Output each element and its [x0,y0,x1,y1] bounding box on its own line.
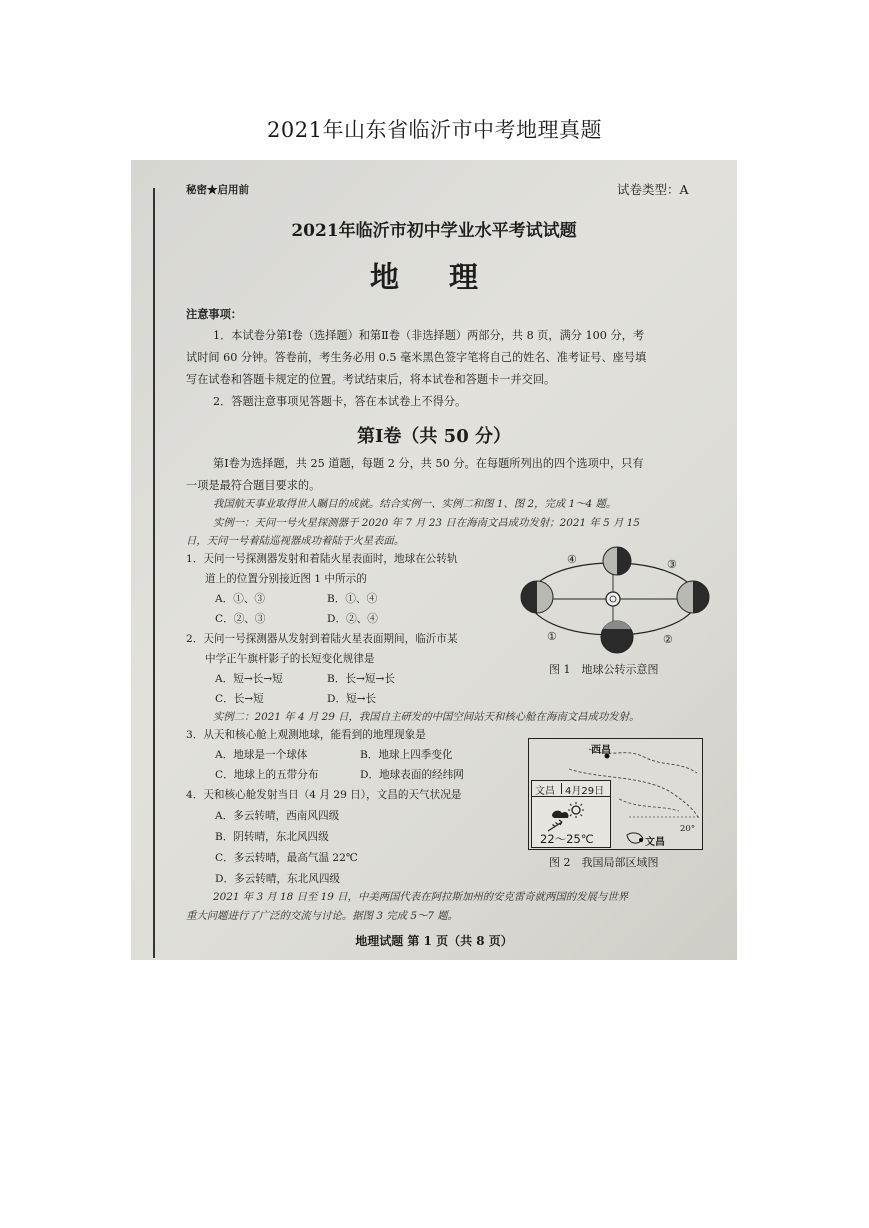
notes-line: 试时间 60 分钟。答卷前，考生务必用 0.5 毫米黑色签字笔将自己的姓名、准考证号、座号填 [186,351,647,364]
example1-line: 日，天问一号着陆巡视器成功着陆于火星表面。 [186,535,405,547]
q4-option: C．多云转晴，最高气温 22℃ [215,852,358,864]
part1-title: 第Ⅰ卷（共 50 分） [356,426,511,447]
figure1-caption: 图 1 地球公转示意图 [549,663,659,676]
earth-top [603,547,631,575]
paper-type: 试卷类型：A [617,182,689,197]
q2-option: C．长→短 [215,693,264,705]
weather-box-date: 4月29日 [565,786,605,797]
notes-heading: 注意事项： [186,307,242,321]
part1-intro: 第Ⅰ卷为选择题，共 25 道题，每题 2 分，共 50 分。在每题所列出的四个选项中，只有 [213,457,644,470]
subject-title: 地 理 [369,260,499,294]
q1-option: B．①、④ [327,593,378,605]
q4-option: B．阴转晴，东北风四级 [215,831,329,843]
exam-title: 2021年临沂市初中学业水平考试试题 [291,221,577,241]
notes-line: 1．本试卷分第Ⅰ卷（选择题）和第Ⅱ卷（非选择题）两部分，共 8 页，满分 100 分，考 [213,329,645,342]
q3-option: B．地球上四季变化 [360,749,453,761]
map-latitude-label: 20° [680,824,696,834]
q1-option: C．②、③ [215,613,266,625]
example2: 实例二：2021 年 4 月 29 日，我国自主研发的中国空间站天和核心舱在海南文昌成功发射。 [213,711,640,723]
q2-option: D．短→长 [327,693,377,705]
q3-stem: 3．从天和核心舱上观测地球，能看到的地理现象是 [186,729,426,741]
weather-box [531,780,611,848]
earth-right [677,581,709,613]
q2-stem: 中学正午旗杆影子的长短变化规律是 [205,653,375,665]
q3-option: A．地球是一个球体 [215,749,308,761]
part1-intro: 一项是最符合题目要求的。 [186,479,321,492]
example3-line: 重大问题进行了广泛的交流与讨论。据图 3 完成 5～7 题。 [186,910,459,922]
earth-orbit-diagram [517,545,713,675]
example3-line: 2021 年 3 月 18 日至 19 日，中美两国代表在阿拉斯加州的安克雷奇就两国的发展与世界 [213,891,629,903]
orbit-marker-4: ④ [567,553,577,566]
q1-stem: 道上的位置分别接近图 1 中所示的 [205,573,367,585]
orbit-marker-3: ③ [667,558,677,571]
map-city-xichang: 西昌 [591,745,611,756]
q4-stem: 4．天和核心舱发射当日（4 月 29 日），文昌的天气状况是 [186,789,462,801]
q2-stem: 2．天问一号探测器从发射到着陆火星表面期间，临沂市某 [186,633,458,645]
weather-temperature: 22～25℃ [540,832,594,846]
q4-option: D．多云转晴，东北风四级 [215,873,341,885]
orbit-marker-1: ① [547,630,557,643]
map-city-wenchang: 文昌 [645,833,665,848]
exam-paper-photo [131,160,737,960]
binding-line [153,188,155,958]
page-title: 2021年山东省临沂市中考地理真题 [267,118,602,142]
orbit-marker-2: ② [663,633,673,646]
page-footer: 地理试题 第 1 页（共 8 页） [355,934,513,948]
figure2-caption: 图 2 我国局部区域图 [549,856,659,869]
earth-bottom [601,621,633,653]
weather-box-divider [561,783,562,794]
q2-option: A．短→长→短 [215,673,283,685]
q4-option: A．多云转晴，西南风四级 [215,810,340,822]
example1-line: 实例一：天问一号火星探测器于 2020 年 7 月 23 日在海南文昌成功发射；2021 年 5 月 15 [213,517,640,529]
material-intro: 我国航天事业取得世人瞩目的成就。结合实例一、实例二和图 1、图 2，完成 1～4 题。 [213,498,617,510]
weather-box-city: 文昌 [535,786,555,797]
sun-symbol [606,592,620,606]
weather-box-header [532,781,610,797]
q1-option: D．②、④ [327,613,378,625]
q1-stem: 1．天问一号探测器发射和着陆火星表面时，地球在公转轨 [186,553,458,565]
secret-mark: 秘密★启用前 [186,184,249,196]
q3-option: C．地球上的五带分布 [215,769,319,781]
earth-left [521,581,553,613]
q3-option: D．地球表面的经纬网 [360,769,464,781]
regional-map [528,738,703,850]
notes-line: 2．答题注意事项见答题卡，答在本试卷上不得分。 [213,395,467,408]
q1-option: A．①、③ [215,593,266,605]
notes-line: 写在试卷和答题卡规定的位置。考试结束后，将本试卷和答题卡一并交回。 [186,373,556,386]
q2-option: B．长→短→长 [327,673,395,685]
